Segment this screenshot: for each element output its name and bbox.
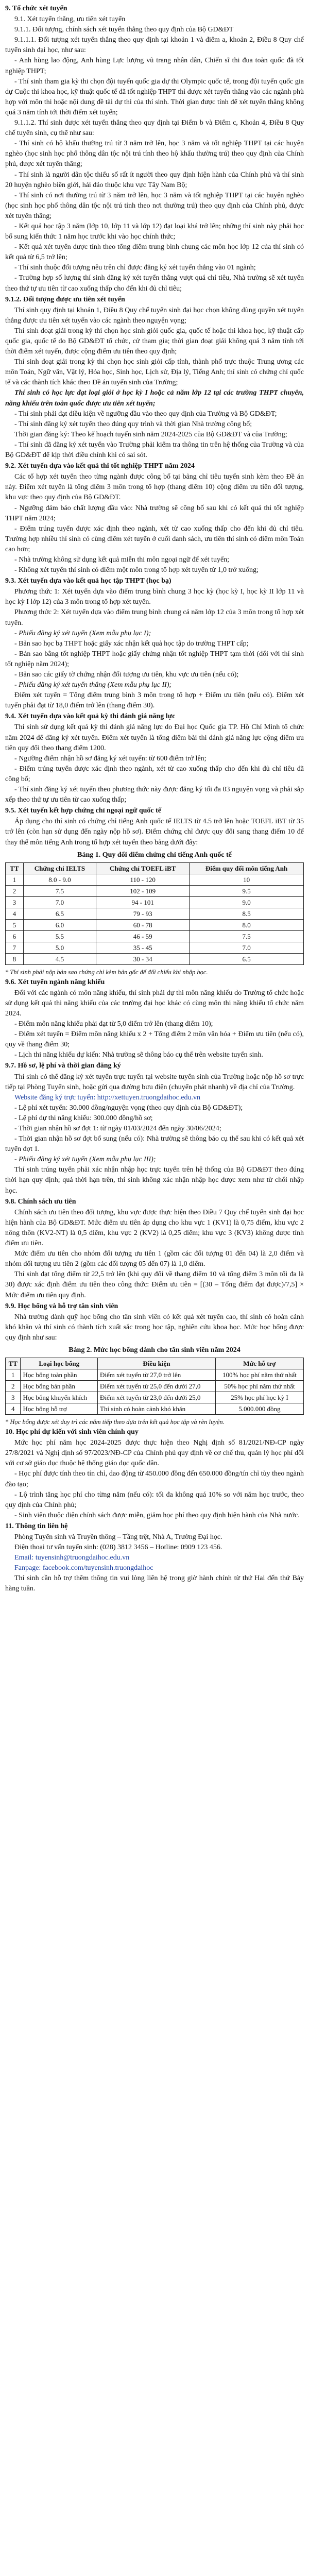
paragraph: - Lệ phí xét tuyển: 30.000 đồng/nguyện vọng (theo quy định của Bộ GD&ĐT); <box>14 1104 243 1112</box>
table-cell: 9.5 <box>190 885 304 896</box>
scholarship-table <box>5 1358 304 1415</box>
paragraph: Đối với các ngành có môn năng khiếu, thí sinh phải dự thi môn năng khiếu do Trường tổ chức hoặc sử dụng kết quả thi năng khiếu của các trường đại học khác có cùng môn thi năng khiếu tổ chức năm 2024. <box>5 989 304 1018</box>
paragraph: Điểm xét tuyển = Tổng điểm trung bình 3 môn trong tổ hợp + Điểm ưu tiên (nếu có). Điểm xét tuyển phải đạt từ 18,0 điểm trở lên (thang điểm 30). <box>5 691 304 710</box>
paragraph: Phương thức 1: Xét tuyển dựa vào điểm trung bình chung 3 học kỳ (học kỳ I, học kỳ II lớp 11 và học kỳ I lớp 12) của 3 môn trong tổ hợp xét tuyển. <box>5 588 304 606</box>
section-heading: 9.8. Chính sách ưu tiên <box>5 1197 76 1206</box>
table-row <box>6 1403 304 1415</box>
table-cell: 102 - 109 <box>96 885 190 896</box>
paragraph: - Ngưỡng điểm nhận hồ sơ đăng ký xét tuyển: từ 600 điểm trở lên; <box>14 754 207 762</box>
table-cell: 6.0 <box>23 919 96 930</box>
table-caption: Bảng 1. Quy đổi điểm chứng chỉ tiếng Anh quốc tế <box>77 851 232 859</box>
table-cell: 6 <box>6 930 24 942</box>
paragraph: Thí sinh sử dụng kết quả kỳ thi đánh giá năng lực do Đại học Quốc gia TP. Hồ Chí Minh tổ chức năm 2024 để đăng ký xét tuyển. Điểm xét tuyển là tổng điểm bài thi đánh giá năng lực cộng điểm ưu tiên quy đổi theo thang điểm 1200. <box>5 723 304 752</box>
table-cell: 79 - 93 <box>96 908 190 919</box>
paragraph: - Thời gian nhận hồ sơ đợt 1: từ ngày 01/03/2024 đến ngày 30/06/2024; <box>14 1125 221 1132</box>
table-body <box>6 874 304 964</box>
table-cell: 6.5 <box>190 953 304 964</box>
document-body-part-1 <box>5 4 304 848</box>
table-cell: 100% học phí năm thứ nhất <box>215 1369 303 1381</box>
section-heading: 9.4. Xét tuyển dựa vào kết quả kỳ thi đánh giá năng lực <box>5 713 176 721</box>
paragraph: Nhà trường dành quỹ học bổng cho tân sinh viên có kết quả xét tuyển cao, thí sinh có hoàn cảnh khó khăn và thí sinh có thành tích xuất sắc trong học tập, nghiên cứu khoa học. Mức học bổng được quy định như sau: <box>5 1313 304 1342</box>
table-cell: 8.5 <box>190 908 304 919</box>
table-note: * Học bổng được xét duy trì các năm tiếp theo dựa trên kết quả học tập và rèn luyện. <box>5 1418 225 1426</box>
paragraph: Thí sinh đạt tổng điểm từ 22,5 trở lên (khi quy đổi về thang điểm 10 và tổng điểm 3 môn tối đa là 30) được xác định điểm ưu tiên theo công thức: Điểm ưu tiên = [(30 – Tổng điểm đạt được)/7,5] × Mức điểm ưu tiên quy định. <box>5 1270 304 1299</box>
table-cell: 8.0 <box>190 919 304 930</box>
table-row <box>6 1392 304 1403</box>
table-header-cell: TT <box>6 1358 21 1369</box>
table-row <box>6 919 304 930</box>
paragraph: - Thí sinh có hộ khẩu thường trú từ 3 năm trở lên, học 3 năm và tốt nghiệp THPT tại các huyện nghèo (học sinh học phổ thông dân tộc nội trú tính theo hộ khẩu thường trú) theo quy định của Chính phủ, được xét tuyển thẳng; <box>5 140 304 168</box>
paragraph: Thời gian đăng ký: Theo kế hoạch tuyển sinh năm 2024-2025 của Bộ GD&ĐT và của Trường; <box>14 430 287 438</box>
paragraph: - Bản sao các giấy tờ chứng nhận đối tượng ưu tiên, khu vực ưu tiên (nếu có); <box>14 671 239 679</box>
table-cell: 25% học phí học kỳ I <box>215 1392 303 1403</box>
paragraph: - Thí sinh thuộc đối tượng nêu trên chỉ được đăng ký xét tuyển thẳng vào 01 ngành; <box>14 264 256 272</box>
paragraph: Thí sinh có học lực đạt loại giỏi ở học kỳ I hoặc cả năm lớp 12 tại các trường THPT chuyên, năng khiếu trên toàn quốc được ưu tiên xét tuyển; <box>5 389 304 408</box>
document-body-part-2 <box>5 977 304 1343</box>
paragraph: 9.1.1. Đối tượng, chính sách xét tuyển thẳng theo quy định của Bộ GD&ĐT <box>14 26 234 34</box>
section-heading: 11. Thông tin liên hệ <box>5 1522 68 1530</box>
table-cell: Điểm xét tuyển từ 27,0 trở lên <box>98 1369 216 1381</box>
paragraph: Mức học phí năm học 2024-2025 được thực hiện theo Nghị định số 81/2021/NĐ-CP ngày 27/8/2021 và Nghị định số 97/2023/NĐ-CP của Chính phủ quy định về cơ chế thu, quản lý học phí đối với cơ sở giáo dục thuộc hệ thống giáo dục quốc dân. <box>5 1439 304 1468</box>
paragraph: Áp dụng cho thí sinh có chứng chỉ tiếng Anh quốc tế IELTS từ 4.5 trở lên hoặc TOEFL iBT từ 35 trở lên (còn hạn sử dụng đến ngày nộp hồ sơ). Điểm chứng chỉ được quy đổi sang thang điểm 10 để thay thế môn tiếng Anh trong tổ hợp xét tuyển theo bảng dưới đây: <box>5 818 304 846</box>
contact-link[interactable]: Fanpage: facebook.com/tuyensinh.truongdaihoc <box>14 1564 153 1572</box>
table-cell: 2 <box>6 1381 21 1392</box>
table-row <box>6 1369 304 1381</box>
table-cell: Điểm xét tuyển từ 25,0 đến dưới 27,0 <box>98 1381 216 1392</box>
paragraph: 9.1. Xét tuyển thẳng, ưu tiên xét tuyển <box>14 15 126 24</box>
paragraph: - Lệ phí dự thi năng khiếu: 300.000 đồng/hồ sơ; <box>14 1114 153 1122</box>
paragraph: Phòng Tuyển sinh và Truyền thông – Tầng trệt, Nhà A, Trường Đại học. <box>14 1533 222 1541</box>
table-cell: 4.5 <box>23 953 96 964</box>
table-row <box>6 908 304 919</box>
section-heading: 9.2. Xét tuyển dựa vào kết quả thi tốt nghiệp THPT năm 2024 <box>5 462 195 470</box>
paragraph: Mức điểm ưu tiên cho nhóm đối tượng ưu tiên 1 (gồm các đối tượng 01 đến 04) là 2,0 điểm và nhóm đối tượng ưu tiên 2 (gồm các đối tượng 05 đến 07) là 1,0 điểm. <box>5 1250 304 1268</box>
table-caption: Bảng 2. Mức học bổng dành cho tân sinh viên năm 2024 <box>68 1346 241 1354</box>
paragraph: - Bản sao bằng tốt nghiệp THPT hoặc giấy chứng nhận tốt nghiệp THPT tạm thời (đối với thí sinh tốt nghiệp năm 2024); <box>5 650 304 668</box>
table-row <box>6 953 304 964</box>
paragraph: Thí sinh trúng tuyển phải xác nhận nhập học trực tuyến trên hệ thống của Bộ GD&ĐT theo đúng thời hạn quy định; quá thời hạn trên, thí sinh không xác nhận nhập học được xem như từ chối nhập học. <box>5 1166 304 1195</box>
table-cell: Học bổng hỗ trợ <box>21 1403 98 1415</box>
paragraph: - Lịch thi năng khiếu dự kiến: Nhà trường sẽ thông báo cụ thể trên website tuyển sinh. <box>14 1051 263 1059</box>
paragraph: 9.1.1.2. Thí sinh được xét tuyển thẳng theo quy định tại Điểm b và Điểm c, Khoản 4, Điều 8 Quy chế tuyển sinh, cụ thể như sau: <box>5 119 304 138</box>
table-cell: 10 <box>190 874 304 885</box>
paragraph: - Ngưỡng đảm bảo chất lượng đầu vào: Nhà trường sẽ công bố sau khi có kết quả thi tốt nghiệp THPT năm 2024; <box>5 504 304 522</box>
paragraph: - Điểm xét tuyển = Điểm môn năng khiếu x 2 + Tổng điểm 2 môn văn hóa + Điểm ưu tiên (nếu có), quy về thang điểm 30; <box>5 1030 304 1049</box>
table-header-cell: Điều kiện <box>98 1358 216 1369</box>
certificate-conversion-table-block <box>5 850 304 977</box>
paragraph: - Điểm trúng tuyển được xác định theo ngành, xét từ cao xuống thấp cho đến khi đủ chỉ tiêu. Trường hợp nhiều thí sinh có cùng điểm xét tuyển ở cuối danh sách, ưu tiên thí sinh có điểm môn Toán cao hơn; <box>5 524 304 553</box>
table-cell: Học bổng bán phần <box>21 1381 98 1392</box>
paragraph: - Lộ trình tăng học phí cho từng năm (nếu có): tối đa không quá 10% so với năm học trước, theo quy định của Chính phủ; <box>5 1490 304 1509</box>
paragraph: - Điểm trúng tuyển được xác định theo ngành, xét từ cao xuống thấp cho đến khi đủ chỉ tiêu đã công bố; <box>5 765 304 783</box>
paragraph: Thí sinh đoạt giải trong kỳ thi chọn học sinh giỏi quốc gia, quốc tế hoặc thi khoa học, kỹ thuật cấp quốc gia, quốc tế do Bộ GD&ĐT tổ chức, cử tham gia; thời gian đoạt giải không quá 3 năm tính tới thời điểm xét tuyển, được cộng điểm ưu tiên theo quy định; <box>5 327 304 356</box>
paragraph: - Nhà trường không sử dụng kết quả miễn thi môn ngoại ngữ để xét tuyển; <box>14 555 230 564</box>
table-cell: 5.0 <box>23 942 96 953</box>
table-header-cell: Loại học bổng <box>21 1358 98 1369</box>
table-cell: 8 <box>6 953 24 964</box>
section-heading: 9.3. Xét tuyển dựa vào kết quả học tập THPT (học bạ) <box>5 577 171 585</box>
contact-link[interactable]: Email: tuyensinh@truongdaihoc.edu.vn <box>14 1554 130 1562</box>
table-cell: 7.0 <box>23 896 96 908</box>
paragraph: - Anh hùng lao động, Anh hùng Lực lượng vũ trang nhân dân, Chiến sĩ thi đua toàn quốc đã tốt nghiệp THPT; <box>5 57 304 75</box>
table-cell: 6.5 <box>23 908 96 919</box>
table-cell: 2 <box>6 885 24 896</box>
certificate-conversion-table <box>5 862 304 965</box>
table-row <box>6 874 304 885</box>
paragraph: - Phiếu đăng ký xét tuyển (Xem mẫu phụ lục I); <box>14 629 151 637</box>
table-cell: Học bổng khuyến khích <box>21 1392 98 1403</box>
table-cell: 5.000.000 đồng <box>215 1403 303 1415</box>
paragraph: Thí sinh quy định tại khoản 1, Điều 8 Quy chế tuyển sinh đại học chọn không dùng quyền xét tuyển thẳng được ưu tiên xét tuyển vào các ngành theo nguyện vọng; <box>5 306 304 325</box>
table-cell: Học bổng toàn phần <box>21 1369 98 1381</box>
table-cell: 35 - 45 <box>96 942 190 953</box>
table-cell: 5 <box>6 919 24 930</box>
section-heading: 9. Tổ chức xét tuyển <box>5 5 67 12</box>
scholarship-table-block <box>5 1345 304 1427</box>
paragraph: - Phiếu đăng ký xét tuyển thẳng (Xem mẫu phụ lục II); <box>14 681 172 689</box>
table-body <box>6 1369 304 1415</box>
paragraph: - Thí sinh có nơi thường trú từ 3 năm trở lên, học 3 năm và tốt nghiệp THPT tại các huyện nghèo (học sinh học phổ thông dân tộc nội trú tính theo nơi thường trú) theo quy định của Chính phủ, được xét tuyển thẳng; <box>5 191 304 220</box>
paragraph: Thí sinh cần hỗ trợ thêm thông tin vui lòng liên hệ trong giờ hành chính từ thứ Hai đến thứ Bảy hàng tuần. <box>5 1574 304 1593</box>
table-header-cell: Điểm quy đổi môn tiếng Anh <box>190 862 304 874</box>
table-header-row <box>6 1358 304 1369</box>
table-cell: 1 <box>6 874 24 885</box>
table-header-cell: Mức hỗ trợ <box>215 1358 303 1369</box>
table-cell: 60 - 78 <box>96 919 190 930</box>
table-cell: 110 - 120 <box>96 874 190 885</box>
table-row <box>6 942 304 953</box>
table-cell: 8.0 - 9.0 <box>23 874 96 885</box>
table-row <box>6 896 304 908</box>
paragraph: - Thí sinh đăng ký xét tuyển theo phương thức này được đăng ký tối đa 03 nguyện vọng và phải sắp xếp theo thứ tự ưu tiên từ cao xuống thấp; <box>5 786 304 804</box>
table-cell: 50% học phí năm thứ nhất <box>215 1381 303 1392</box>
paragraph: - Thời gian nhận hồ sơ đợt bổ sung (nếu có): Nhà trường sẽ thông báo cụ thể sau khi có kết quả xét tuyển đợt 1. <box>5 1135 304 1154</box>
table-cell: Điểm xét tuyển từ 23,0 đến dưới 25,0 <box>98 1392 216 1403</box>
table-row <box>6 885 304 896</box>
section-heading: 9.9. Học bổng và hỗ trợ tân sinh viên <box>5 1302 118 1310</box>
table-note: * Thí sinh phải nộp bản sao chứng chỉ kèm bản gốc để đối chiếu khi nhập học. <box>5 968 208 976</box>
paragraph: - Thí sinh đã đăng ký xét tuyển vào Trường phải kiểm tra thông tin trên hệ thống của Trường và của Bộ GD&ĐT để kịp thời điều chỉnh khi có sai sót. <box>5 440 304 460</box>
table-cell: 4 <box>6 1403 21 1415</box>
table-cell: Thí sinh có hoàn cảnh khó khăn <box>98 1403 216 1415</box>
paragraph: - Học phí được tính theo tín chỉ, dao động từ 450.000 đồng đến 650.000 đồng/tín chỉ tùy theo ngành đào tạo; <box>5 1470 304 1488</box>
paragraph: - Thí sinh đăng ký xét tuyển theo đúng quy trình và thời gian Nhà trường công bố; <box>14 420 252 428</box>
table-cell: 7.5 <box>23 885 96 896</box>
paragraph: Các tổ hợp xét tuyển theo từng ngành được công bố tại bảng chỉ tiêu tuyển sinh kèm theo Đề án này. Điểm xét tuyển là tổng điểm 3 môn trong tổ hợp (thang điểm 10) cộng điểm ưu tiên đối tượng, khu vực theo quy định của Bộ GD&ĐT. <box>5 473 304 502</box>
table-cell: 5.5 <box>23 930 96 942</box>
table-header-cell: Chứng chỉ IELTS <box>23 862 96 874</box>
table-cell: 94 - 101 <box>96 896 190 908</box>
section-heading: 9.5. Xét tuyển kết hợp chứng chỉ ngoại ngữ quốc tế <box>5 807 162 815</box>
table-cell: 3 <box>6 1392 21 1403</box>
section-heading: 9.7. Hồ sơ, lệ phí và thời gian đăng ký <box>5 1062 121 1070</box>
table-header-cell: Chứng chỉ TOEFL iBT <box>96 862 190 874</box>
table-cell: 4 <box>6 908 24 919</box>
contact-link[interactable]: Website đăng ký trực tuyến: http://xettuyen.truongdaihoc.edu.vn <box>14 1093 201 1101</box>
paragraph: - Thí sinh là người dân tộc thiểu số rất ít người theo quy định hiện hành của Chính phủ và thí sinh 20 huyện nghèo biên giới, hải đảo thuộc khu vực Tây Nam Bộ; <box>5 171 304 189</box>
paragraph: - Kết quả học tập 3 năm (lớp 10, lớp 11 và lớp 12) đạt loại khá trở lên; những thí sinh này phải học bổ sung kiến thức 1 năm học trước khi vào học chính thức; <box>5 222 304 241</box>
document-body-part-3 <box>5 1427 304 1595</box>
paragraph: Phương thức 2: Xét tuyển dựa vào điểm trung bình chung cả năm lớp 12 của 3 môn trong tổ hợp xét tuyển. <box>5 608 304 627</box>
paragraph: Thí sinh đoạt giải trong kỳ thi chọn học sinh giỏi cấp tỉnh, thành phố trực thuộc Trung ương các môn Toán, Ngữ văn, Vật lý, Hóa học, Sinh học, Lịch sử, Địa lý, Tiếng Anh; thí sinh có chứng chỉ quốc tế và các thành tích khác theo Đề án tuyển sinh của Trường; <box>5 358 304 387</box>
paragraph: - Thí sinh tham gia kỳ thi chọn đội tuyển quốc gia dự thi Olympic quốc tế, trong đội tuyển quốc gia dự Cuộc thi khoa học, kỹ thuật quốc tế đã tốt nghiệp THPT thì được xét tuyển thẳng vào các ngành phù hợp với môn thi hoặc nội dung đề tài dự thi của thí sinh. Thời gian được tính để xét tuyển thẳng không quá 3 năm tính tới thời điểm xét tuyển; <box>5 77 304 116</box>
paragraph: Thí sinh có thể đăng ký xét tuyển trực tuyến tại website tuyển sinh của Trường hoặc nộp hồ sơ trực tiếp tại Phòng Tuyển sinh, hoặc gửi qua đường bưu điện (chuyển phát nhanh) về địa chỉ của Trường. <box>5 1073 304 1091</box>
table-row <box>6 1381 304 1392</box>
paragraph: 9.1.1.1. Đối tượng xét tuyển thẳng theo quy định tại khoản 1 và điểm a, khoản 2, Điều 8 Quy chế tuyển sinh đại học, như sau: <box>5 36 304 55</box>
paragraph: - Thí sinh phải đạt điều kiện về ngưỡng đầu vào theo quy định của Trường và Bộ GD&ĐT; <box>14 410 277 418</box>
paragraph: - Không xét tuyển thí sinh có điểm một môn trong tổ hợp xét tuyển từ 1,0 trở xuống; <box>14 566 259 574</box>
paragraph: - Điểm môn năng khiếu phải đạt từ 5,0 điểm trở lên (thang điểm 10); <box>14 1020 213 1028</box>
table-cell: 30 - 34 <box>96 953 190 964</box>
table-cell: 7.5 <box>190 930 304 942</box>
table-header-cell: TT <box>6 862 24 874</box>
table-cell: 3 <box>6 896 24 908</box>
paragraph: - Phiếu đăng ký xét tuyển (Xem mẫu phụ lục III); <box>14 1156 156 1164</box>
paragraph: - Kết quả xét tuyển được tính theo tổng điểm trung bình chung các môn học lớp 12 của thí sinh có kết quả từ 6,5 trở lên; <box>5 243 304 262</box>
table-cell: 7.0 <box>190 942 304 953</box>
paragraph: Chính sách ưu tiên theo đối tượng, khu vực được thực hiện theo Điều 7 Quy chế tuyển sinh đại học hiện hành của Bộ GD&ĐT. Mức điểm ưu tiên áp dụng cho khu vực 1 (KV1) là 0,75 điểm, khu vực 2 nông thôn (KV2-NT) là 0,5 điểm, khu vực 2 (KV2) là 0,25 điểm; khu vực 3 (KV3) không được tính điểm ưu tiên. <box>5 1208 304 1248</box>
table-cell: 46 - 59 <box>96 930 190 942</box>
paragraph: Điện thoại tư vấn tuyển sinh: (028) 3812 3456 – Hotline: 0909 123 456. <box>14 1544 222 1552</box>
paragraph: - Bản sao học bạ THPT hoặc giấy xác nhận kết quả học tập do trường THPT cấp; <box>14 639 249 648</box>
table-cell: 1 <box>6 1369 21 1381</box>
table-header-row <box>6 862 304 874</box>
table-cell: 9.0 <box>190 896 304 908</box>
section-heading: 10. Học phí dự kiến với sinh viên chính quy <box>5 1428 139 1436</box>
table-cell: 7 <box>6 942 24 953</box>
section-heading: 9.6. Xét tuyển ngành năng khiếu <box>5 978 105 986</box>
section-heading: 9.1.2. Đối tượng được ưu tiên xét tuyển <box>5 295 125 303</box>
paragraph: - Sinh viên thuộc diện chính sách được miễn, giảm học phí theo quy định hiện hành của Nhà nước. <box>14 1511 300 1519</box>
paragraph: - Trường hợp số lượng thí sinh đăng ký xét tuyển thẳng vượt quá chỉ tiêu, Nhà trường sẽ xét tuyển theo thứ tự ưu tiên từ cao xuống thấp cho đến khi đủ chỉ tiêu; <box>5 274 304 293</box>
table-row <box>6 930 304 942</box>
